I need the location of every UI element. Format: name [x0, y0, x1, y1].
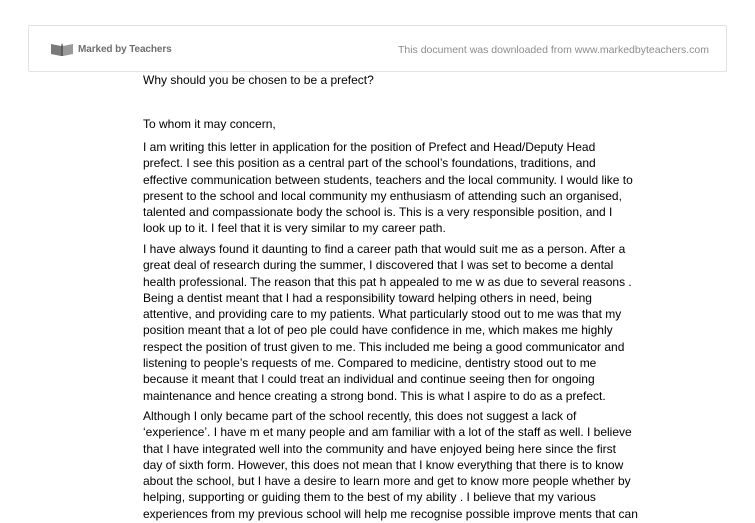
paragraph-line: talented and compassionate body the school is. This is a very responsible position, and I — [143, 205, 613, 220]
paragraph-2 — [143, 241, 632, 404]
paragraph-line: maintenance and hence creating a strong bond. This is what I aspire to do as a prefect. — [143, 388, 606, 403]
paragraph-line: I have always found it daunting to find a career path that would suit me as a person. After a — [143, 242, 626, 256]
paragraph-3 — [143, 408, 638, 522]
paragraph-line: experiences from my previous school will help me recognise possible improve ments that can — [143, 506, 638, 521]
paragraph-line: health professional. The reason that this pat h appealed to me w as due to several reasons . — [143, 274, 632, 289]
paragraph-1 — [143, 139, 633, 237]
marked-by-teachers-logo[interactable] — [50, 41, 172, 57]
paragraph-line: about the school, but I have a desire to learn more and get to know more people whether by — [143, 474, 631, 489]
book-icon — [50, 41, 74, 57]
paragraph-line: because it meant that I could treat an individual and continue seeing then for ongoing — [143, 372, 595, 387]
paragraph-line: that I have integrated well into the community and have enjoyed being here since the first — [143, 441, 616, 456]
paragraph-line: prefect. I see this position as a central part of the school’s foundations, traditions, and — [143, 156, 596, 171]
download-banner — [28, 25, 727, 72]
paragraph-line: attentive, and providing care to my patients. What particularly stood out to me was that my — [143, 307, 622, 322]
paragraph-line: respect the position of trust given to me. This included me being a good communicator and — [143, 339, 625, 354]
paragraph-line: day of sixth form. However, this does not mean that I know everything that there is to know — [143, 457, 624, 472]
paragraph-line: effective communication between students, teachers and the local community. I would like to — [143, 172, 633, 187]
paragraph-line: present to the school and local community my enthusiasm of attending such an organised, — [143, 188, 622, 203]
paragraph-line: great deal of research during the summer, I discovered that I was set to become a dental — [143, 258, 614, 273]
paragraph-line: helping, supporting or guiding them to the best of my ability . I believe that my various — [143, 490, 596, 505]
paragraph-line: Being a dentist meant that I had a responsibility toward helping others in need, being — [143, 290, 592, 305]
paragraph-line: position meant that a lot of peo ple could have confidence in me, which makes me highly — [143, 323, 613, 338]
paragraph-line: look up to it. I feel that it is very similar to my career path. — [143, 221, 446, 236]
paragraph-line: Although I only became part of the school recently, this does not suggest a lack of — [143, 409, 577, 423]
paragraph-line: ‘experience’. I have m et many people and am familiar with a lot of the staff as well. I believe — [143, 425, 632, 440]
paragraph-line: I am writing this letter in application for the position of Prefect and Head/Deputy Head — [143, 140, 596, 154]
brand-name: Marked by Teachers — [78, 43, 172, 55]
document-title: Why should you be chosen to be a prefect? — [143, 73, 374, 87]
paragraph-line: listening to people’s requests of me. Compared to medicine, dentistry stood out to me — [143, 356, 597, 371]
download-source-note: This document was downloaded from www.markedbyteachers.com — [397, 44, 709, 56]
salutation: To whom it may concern, — [143, 117, 276, 131]
